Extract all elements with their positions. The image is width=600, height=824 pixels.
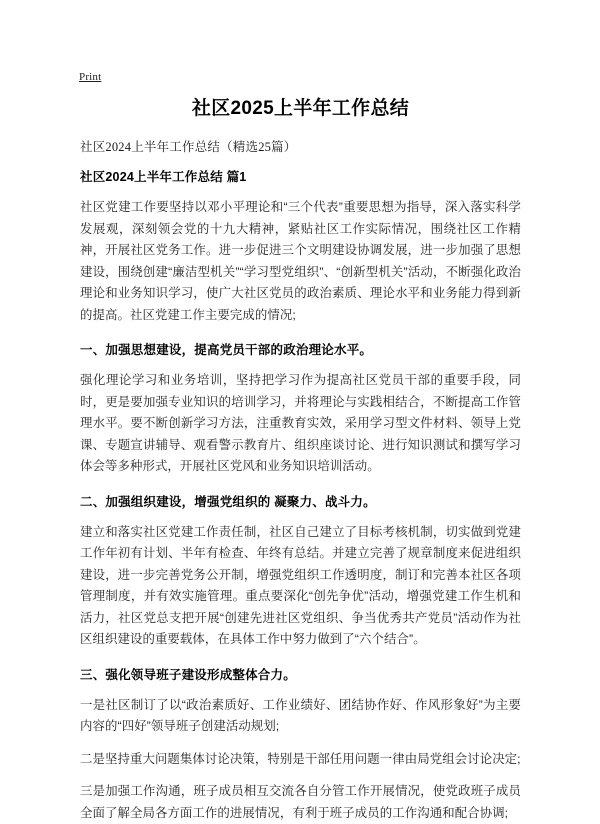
page-title: 社区2025上半年工作总结 <box>191 98 410 119</box>
body-paragraph: 二是坚持重大问题集体讨论决策，特别是干部任用问题一律由局党组会讨论决定; <box>80 751 521 766</box>
section-heading: 三、强化领导班子建设形成整体合力。 <box>80 667 296 682</box>
body-paragraph: 一是社区制订了以“政治素质好、工作业绩好、团结协作好、作风形象好”为主要内容的“四好”领导班子创建活动规划; <box>80 697 521 733</box>
section-heading: 社区2024上半年工作总结 篇1 <box>80 170 247 184</box>
section-heading: 一、加强思想建设，提高党员干部的政治理论水平。 <box>80 343 373 357</box>
document-subtitle: 社区2024上半年工作总结（精选25篇） <box>80 140 297 154</box>
print-link[interactable]: Print <box>79 71 102 83</box>
body-paragraph: 社区党建工作要坚持以邓小平理论和“三个代表”重要思想为指导，深入落实科学发展观，深刻领会党的十九大精神，紧贴社区工作实际情况，围绕社区工作精神，开展社区党务工作。进一步促进三个文明建设协调发展，进一步加强了思想建设，围绕创建“廉洁型机关”“学习型党组织”、“创新型机关”活动，不断强化政治理论和业务知识学习，使广大社区党员的政治素质、理论水平和业务能力得到新的提高。社区党建工作主要完成的情况; <box>80 200 521 322</box>
body-paragraph: 强化理论学习和业务培训，坚持把学习作为提高社区党员干部的重要手段，同时，更是要加强专业知识的培训学习，并将理论与实践相结合，不断提高工作管理水平。要不断创新学习方法，注重教育实效，采用学习型文件材料、领导上党课、专题宣讲辅导、观看警示教育片、组织座谈讨论、进行知识测试和撰写学习体会等多种形式，开展社区党风和业务知识培训活动。 <box>80 373 521 473</box>
body-paragraph: 建立和落实社区党建工作责任制，社区自己建立了目标考核机制，切实做到党建工作年初有计划、半年有检查、年终有总结。并建立完善了规章制度来促进组织建设，进一步完善党务公开制，增强党组织工作透明度，制订和完善本社区各项管理制度，并有效实施管理。重点要深化“创先争优”活动，增强党建工作生机和活力，社区党总支把开展“创建先进社区党组织、争当优秀共产党员”活动作为社区组织建设的重要载体，在具体工作中努力做到了“六个结合”。 <box>80 524 521 646</box>
document-content <box>80 96 521 824</box>
body-paragraph: 三是加强工作沟通，班子成员相互交流各自分管工作开展情况，使党政班子成员全面了解全局各方面工作的进展情况，有利于班子成员的工作沟通和配合协调; <box>80 784 521 820</box>
document-body <box>80 168 521 824</box>
section-heading: 二、加强组织建设，增强党组织的 凝聚力、战斗力。 <box>80 494 376 509</box>
